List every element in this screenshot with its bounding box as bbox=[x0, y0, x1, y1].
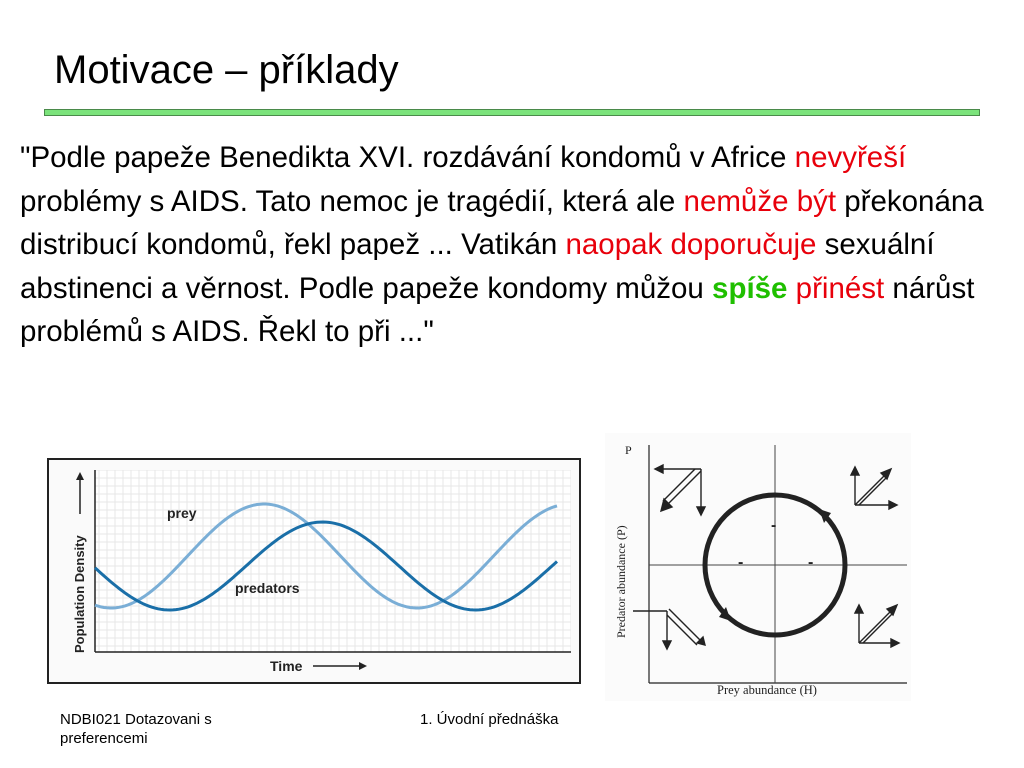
slide-title: Motivace – příklady bbox=[54, 48, 399, 92]
title-divider bbox=[44, 109, 980, 116]
center-mark-right: - bbox=[808, 554, 814, 571]
population-density-figure bbox=[47, 458, 581, 684]
quote-segment: překonána distribucí kondomů, řekl papež ... Vatikán bbox=[20, 184, 984, 261]
footer-course: NDBI021 Dotazovani s preferencemi bbox=[60, 711, 212, 747]
quote-segment: nárůst problémů s AIDS. Řekl to při ..." bbox=[20, 271, 975, 348]
phase-axis-p: P bbox=[625, 443, 632, 457]
y-axis-label: Population Density bbox=[72, 535, 87, 653]
prey-label: prey bbox=[167, 505, 197, 521]
quote-segment: sexuální abstinenci a věrnost. Podle papeže kondomy můžou bbox=[20, 228, 935, 305]
quote-segment: problémy s AIDS. Tato nemoc je tragédií, která ale bbox=[20, 184, 684, 218]
quote-segment: "Podle papeže Benedikta XVI. rozdávání kondomů v Africe bbox=[20, 141, 795, 174]
footer-lecture: 1. Úvodní přednáška bbox=[420, 711, 559, 728]
quote-segment: přinést bbox=[795, 271, 885, 305]
center-mark-left: - bbox=[738, 554, 744, 571]
quote-segment bbox=[787, 272, 795, 305]
quote-segment: naopak doporučuje bbox=[565, 228, 817, 261]
plot-area bbox=[95, 470, 571, 652]
phase-x-axis-label: Prey abundance (H) bbox=[717, 683, 817, 697]
phase-figure-background bbox=[605, 433, 911, 701]
x-axis-label: Time bbox=[270, 658, 303, 674]
quote-segment: nemůže být bbox=[683, 184, 837, 218]
quote-segment: nevyřeší bbox=[794, 141, 907, 174]
quote-paragraph bbox=[20, 136, 1020, 354]
phase-y-axis-label: Predator abundance (P) bbox=[614, 525, 628, 638]
predators-label: predators bbox=[235, 580, 300, 596]
center-mark-top: - bbox=[771, 517, 777, 534]
phase-diagram-figure bbox=[605, 433, 911, 701]
quote-segment: spíše bbox=[712, 271, 788, 305]
